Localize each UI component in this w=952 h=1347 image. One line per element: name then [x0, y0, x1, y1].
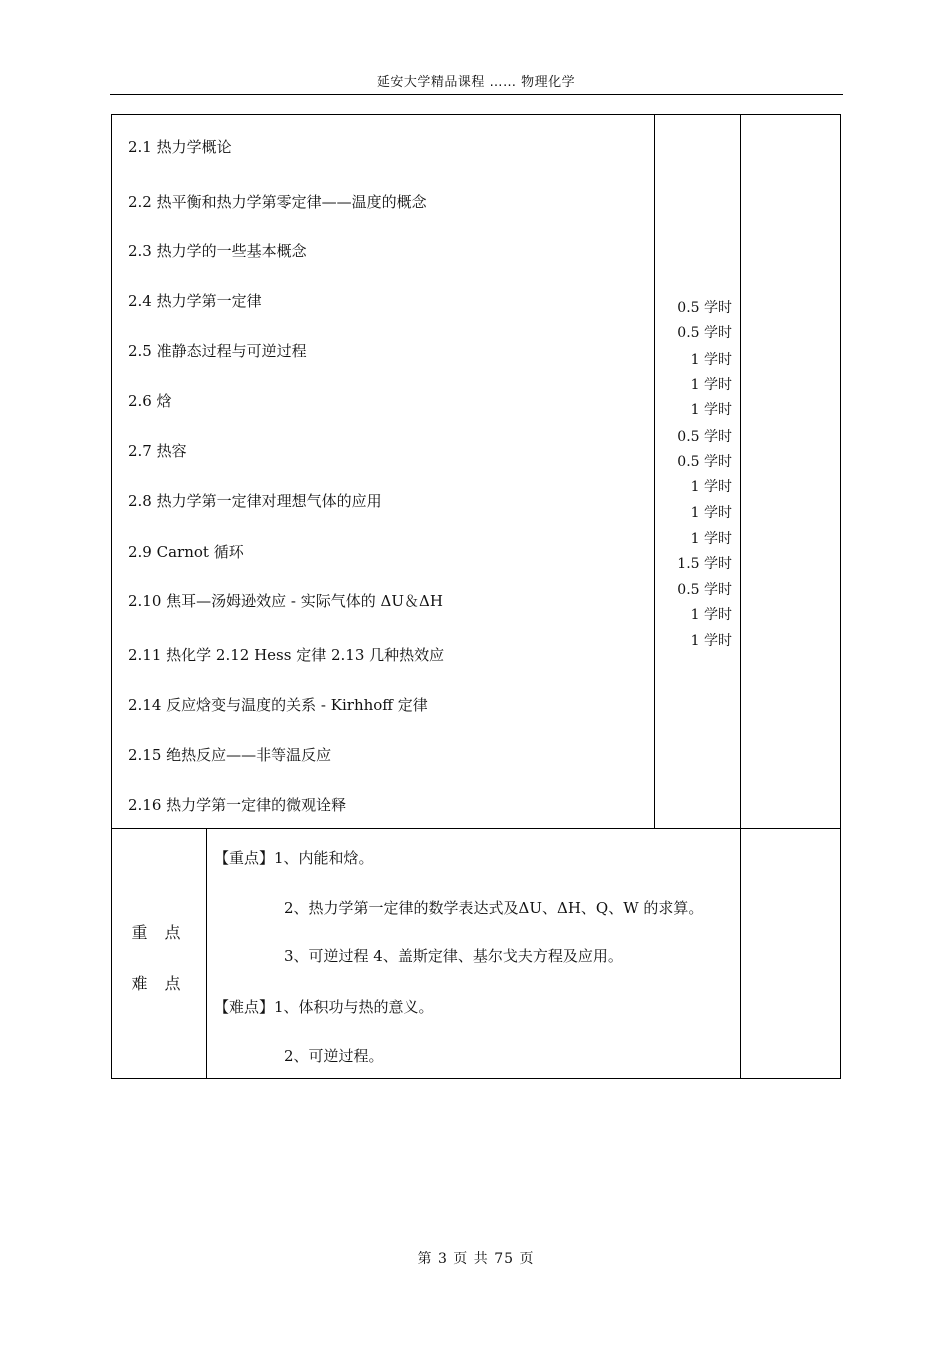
hours-item: 1 学时 [690, 377, 732, 393]
hours-item: 1 学时 [690, 479, 732, 495]
topic-item: 2.4 热力学第一定律 [128, 292, 262, 310]
key-point-line: 3、可逆过程 4、盖斯定律、基尔戈夫方程及应用。 [284, 947, 623, 965]
column-divider-label [206, 828, 207, 1078]
hours-item: 0.5 学时 [677, 325, 732, 341]
topic-item: 2.3 热力学的一些基本概念 [128, 242, 307, 260]
row-divider [112, 828, 841, 829]
topic-item: 2.14 反应焓变与温度的关系 - Kirhhoff 定律 [128, 696, 428, 714]
key-point-line: 【重点】1、内能和焓。 [214, 849, 374, 867]
hours-item: 1.5 学时 [677, 556, 732, 572]
hours-item: 1 学时 [690, 531, 732, 547]
topic-item: 2.2 热平衡和热力学第零定律——温度的概念 [128, 193, 427, 211]
key-points-label: 重 点 [131, 923, 187, 942]
header-rule [110, 94, 843, 95]
hours-item: 0.5 学时 [677, 300, 732, 316]
hours-item: 0.5 学时 [677, 582, 732, 598]
topic-item: 2.16 热力学第一定律的微观诠释 [128, 796, 347, 814]
hours-item: 1 学时 [690, 633, 732, 649]
topic-item: 2.8 热力学第一定律对理想气体的应用 [128, 492, 382, 510]
hours-item: 0.5 学时 [677, 454, 732, 470]
key-point-line: 2、热力学第一定律的数学表达式及ΔU、ΔH、Q、W 的求算。 [284, 899, 704, 917]
hours-item: 1 学时 [690, 607, 732, 623]
topic-item: 2.9 Carnot 循环 [128, 543, 244, 561]
topic-item: 2.5 准静态过程与可逆过程 [128, 342, 307, 360]
topic-item: 2.1 热力学概论 [128, 138, 232, 156]
hours-item: 1 学时 [690, 352, 732, 368]
hours-item: 1 学时 [690, 505, 732, 521]
column-divider-hours [654, 115, 655, 828]
topic-item: 2.10 焦耳—汤姆逊效应 - 实际气体的 ΔU＆ΔH [128, 592, 443, 610]
key-point-line: 2、可逆过程。 [284, 1047, 384, 1065]
topic-item: 2.15 绝热反应——非等温反应 [128, 746, 332, 764]
difficult-points-label: 难 点 [131, 974, 187, 993]
topic-item: 2.6 焓 [128, 392, 172, 410]
header-title: 延安大学精品课程 …… 物理化学 [376, 75, 576, 90]
hours-item: 0.5 学时 [677, 429, 732, 445]
topic-item: 2.7 热容 [128, 442, 187, 460]
page-number: 第 3 页 共 75 页 [417, 1251, 535, 1267]
key-point-line: 【难点】1、体积功与热的意义。 [214, 998, 434, 1016]
topic-item: 2.11 热化学 2.12 Hess 定律 2.13 几种热效应 [128, 646, 445, 664]
hours-item: 1 学时 [690, 402, 732, 418]
column-divider-notes [740, 115, 741, 1078]
